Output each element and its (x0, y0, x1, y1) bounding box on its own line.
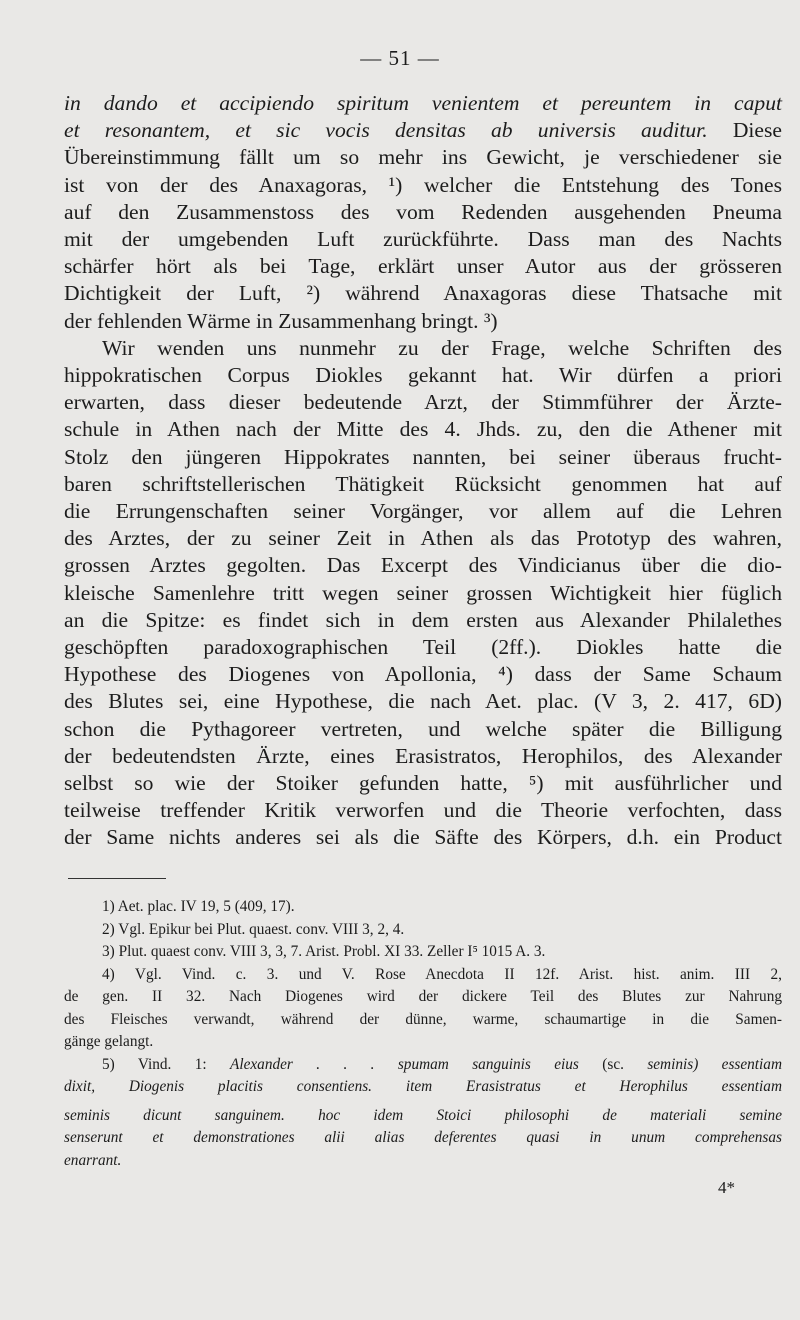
footnote-text: de gen. II 32. Nach Diogenes wird der dickere Teil des Blutes zur Nahrung (64, 988, 782, 1005)
text-line (64, 117, 782, 144)
footnote-quote: senserunt et demonstrationes alii alias deferentes quasi in unum comprehensas (64, 1129, 782, 1146)
footnote-divider (68, 878, 166, 879)
text-line (64, 770, 782, 797)
italic-quote: et resonantem, et sic vocis densitas ab universis auditur. (64, 118, 708, 143)
text-segment: ist von der des Anaxagoras, ¹) welcher die Entstehung des Tones (64, 172, 782, 197)
footnote-line (64, 1105, 782, 1128)
text-line (64, 335, 782, 362)
text-line (64, 362, 782, 389)
footnote-quote: seminis dicunt sanguinem. hoc idem Stoici philosophi de materiali semine (64, 1106, 782, 1124)
footnote-line (64, 1150, 782, 1173)
footnotes (64, 896, 782, 1172)
text-segment: an die Spitze: es findet sich in dem ersten aus Alexander Philalethes (64, 607, 782, 632)
text-segment: teilweise treffender Kritik verworfen und die Theorie verfochten, dass (64, 798, 782, 823)
text-segment: auf den Zusammenstoss des vom Redenden ausgehenden Pneuma (64, 199, 782, 224)
text-segment: Hypothese des Diogenes von Apollonia, ⁴) dass der Same Schaum (64, 662, 782, 687)
footnote-quote: Alexander . . . spumam sanguinis eius (230, 1055, 579, 1073)
signature-mark: 4* (718, 1178, 735, 1197)
text-line (64, 144, 782, 171)
text-segment: des Blutes sei, eine Hypothese, die nach Aet. plac. (V 3, 2. 417, 6D) (64, 689, 782, 714)
text-segment: Wir wenden uns nunmehr zu der Frage, welche Schriften des (102, 335, 782, 360)
text-segment: baren schriftstellerischen Thätigkeit Rücksicht genommen hat auf (64, 471, 782, 496)
footnote-text: gänge gelangt. (64, 1033, 154, 1050)
footnote-text: (sc. (578, 1055, 648, 1073)
text-line (64, 552, 782, 579)
text-line (64, 716, 782, 743)
footnote-line (64, 919, 782, 942)
text-segment: schärfer hört als bei Tage, erklärt unser Autor aus der grösseren (64, 254, 782, 279)
text-line (64, 661, 782, 688)
text-segment: schon die Pythagoreer vertreten, und welche später die Billigung (64, 716, 782, 741)
text-line (64, 824, 782, 851)
text-line (64, 199, 782, 226)
text-segment: schule in Athen nach der Mitte des 4. Jhds. zu, den die Athener mit (64, 417, 782, 442)
text-line (64, 634, 782, 661)
text-segment: Übereinstimmung fällt um so mehr ins Gewicht, je verschiedener sie (64, 145, 782, 170)
text-line (64, 226, 782, 253)
text-line (64, 525, 782, 552)
footnote-line (64, 1009, 782, 1032)
text-line (64, 416, 782, 443)
footnote-line (64, 986, 782, 1009)
text-line (64, 580, 782, 607)
text-line (64, 471, 782, 498)
text-line (64, 253, 782, 280)
footnote-quote: seminis) essentiam (647, 1055, 783, 1073)
text-line (64, 172, 782, 199)
text-segment: grossen Arztes gegolten. Das Excerpt des Vindicianus über die dio- (64, 553, 782, 578)
text-line (64, 688, 782, 715)
text-line (64, 389, 782, 416)
footnote-line (64, 1031, 782, 1054)
text-line (64, 498, 782, 525)
footnote-text: 1) Aet. plac. IV 19, 5 (409, 17). (102, 898, 295, 915)
footnote-text: 3) Plut. quaest conv. VIII 3, 3, 7. Arist. Probl. XI 33. Zeller I⁵ 1015 A. 3. (102, 943, 546, 960)
text-line (64, 90, 782, 117)
text-line (64, 308, 782, 335)
text-segment: Stolz den jüngeren Hippokrates nannten, bei seiner überaus frucht- (64, 444, 782, 469)
text-segment: der Same nichts anderes sei als die Säfte des Körpers, d.h. ein Product (64, 825, 782, 850)
text-segment: des Arztes, der zu seiner Zeit in Athen als das Prototyp des wahren, (64, 526, 782, 551)
text-line (64, 743, 782, 770)
footnote-text: des Fleisches verwandt, während der dünne, warme, schaumartige in die Samen- (64, 1010, 782, 1028)
text-line (64, 607, 782, 634)
footnote-quote: dixit, Diogenis placitis consentiens. item Erasistratus et Herophilus essentiam (64, 1078, 782, 1095)
footnote-text: 2) Vgl. Epikur bei Plut. quaest. conv. VIII 3, 2, 4. (102, 920, 405, 938)
text-line (64, 280, 782, 307)
text-segment: geschöpften paradoxographischen Teil (2ff.). Diokles hatte die (64, 635, 782, 660)
text-segment: der fehlenden Wärme in Zusammenhang bringt. ³) (64, 308, 498, 333)
text-segment: selbst so wie der Stoiker gefunden hatte, ⁵) mit ausführlicher und (64, 771, 782, 796)
footnote-marker: 5) Vind. 1: (102, 1055, 230, 1073)
footnote-line (64, 896, 782, 919)
text-segment: erwarten, dass dieser bedeutende Arzt, der Stimmführer der Ärzte- (64, 390, 782, 415)
text-segment: Dichtigkeit der Luft, ²) während Anaxagoras diese Thatsache mit (64, 281, 782, 306)
text-segment: der bedeutendsten Ärzte, eines Erasistratos, Herophilos, des Alexander (64, 743, 782, 768)
footnote-line (64, 1076, 782, 1099)
main-text (64, 90, 782, 852)
footnote-line (64, 941, 782, 964)
page-number: — 51 — (360, 46, 440, 70)
text-segment: kleische Samenlehre tritt wegen seiner grossen Wichtigkeit hier füglich (64, 580, 782, 605)
footnote-line (64, 964, 782, 987)
text-segment: mit der umgebenden Luft zurückführte. Dass man des Nachts (64, 227, 782, 252)
text-segment: Diese (707, 118, 782, 143)
text-line (64, 797, 782, 824)
footnote-line (64, 1127, 782, 1150)
text-segment: die Errungenschaften seiner Vorgänger, vor allem auf die Lehren (64, 499, 782, 524)
footnote-quote: enarrant. (64, 1151, 122, 1169)
footnote-text: 4) Vgl. Vind. c. 3. und V. Rose Anecdota II 12f. Arist. hist. anim. III 2, (102, 965, 782, 983)
text-line (64, 444, 782, 471)
text-segment: hippokratischen Corpus Diokles gekannt hat. Wir dürfen a priori (64, 363, 782, 388)
footnote-line (64, 1054, 782, 1077)
italic-quote: in dando et accipiendo spiritum venientem et pereuntem in caput (64, 91, 782, 115)
